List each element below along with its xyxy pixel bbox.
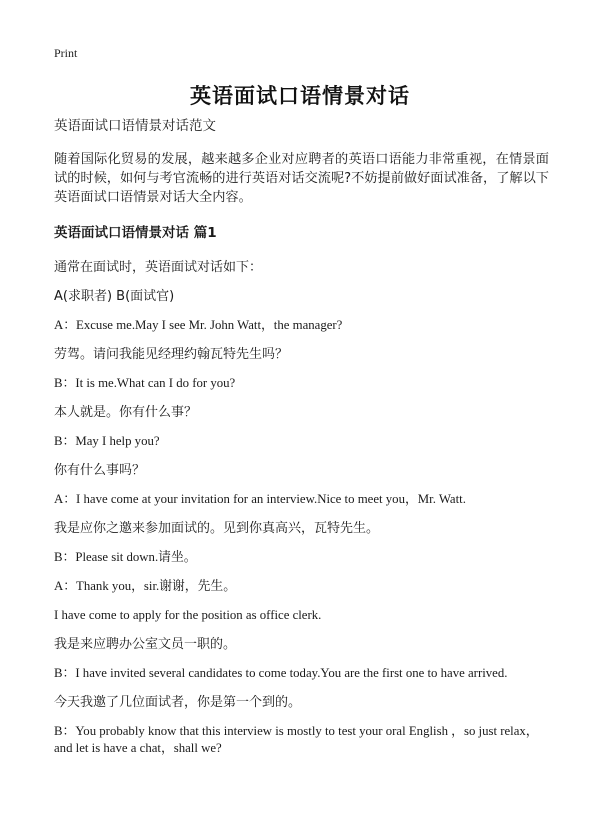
dialogue-line: A：I have come at your invitation for an interview.Nice to meet you，Mr. Watt.: [54, 492, 466, 506]
dialogue-line: B：May I help you?: [54, 434, 160, 448]
document-subtitle: 英语面试口语情景对话范文: [54, 118, 216, 134]
dialogue-line: A：Excuse me.May I see Mr. John Watt，the manager?: [54, 318, 343, 332]
dialogue-line: 我是应你之邀来参加面试的。见到你真高兴，瓦特先生。: [54, 521, 380, 536]
document-body: [54, 116, 549, 769]
dialogue-line: I have come to apply for the position as office clerk.: [54, 608, 322, 622]
print-link[interactable]: Print: [54, 46, 78, 60]
dialogue-line: 你有什么事吗？: [54, 463, 146, 478]
section-heading: 英语面试口语情景对话 篇1: [54, 225, 217, 241]
dialogue-line: 劳驾。请问我能见经理约翰瓦特先生吗？: [54, 347, 289, 362]
intro-paragraph: 随着国际化贸易的发展，越来越多企业对应聘者的英语口语能力非常重视，在情景面试的时候，如何与考官流畅的进行英语对话交流呢?不妨提前做好面试准备，了解以下英语面试口语情景对话大全内容。: [54, 152, 549, 205]
dialogue-line: A(求职者) B(面试官): [54, 289, 175, 304]
dialogue-line: 今天我邀了几位面试者，你是第一个到的。: [54, 695, 302, 710]
dialogue-line: B：It is me.What can I do for you?: [54, 376, 236, 390]
dialogue-line: B：You probably know that this interview is mostly to test your oral English ，so just relax，and let is have a chat，shall we?: [54, 724, 539, 755]
dialogue-line: B：I have invited several candidates to come today.You are the first one to have arrived.: [54, 666, 508, 680]
page-title: 英语面试口语情景对话: [190, 84, 410, 108]
dialogue-line: A：Thank you，sir.谢谢，先生。: [54, 579, 236, 593]
dialogue-line: 我是来应聘办公室文员一职的。: [54, 637, 237, 652]
dialogue-line: 通常在面试时，英语面试对话如下：: [54, 260, 263, 275]
dialogue-line: B：Please sit down.请坐。: [54, 550, 197, 564]
dialogue-line: 本人就是。你有什么事？: [54, 405, 198, 420]
